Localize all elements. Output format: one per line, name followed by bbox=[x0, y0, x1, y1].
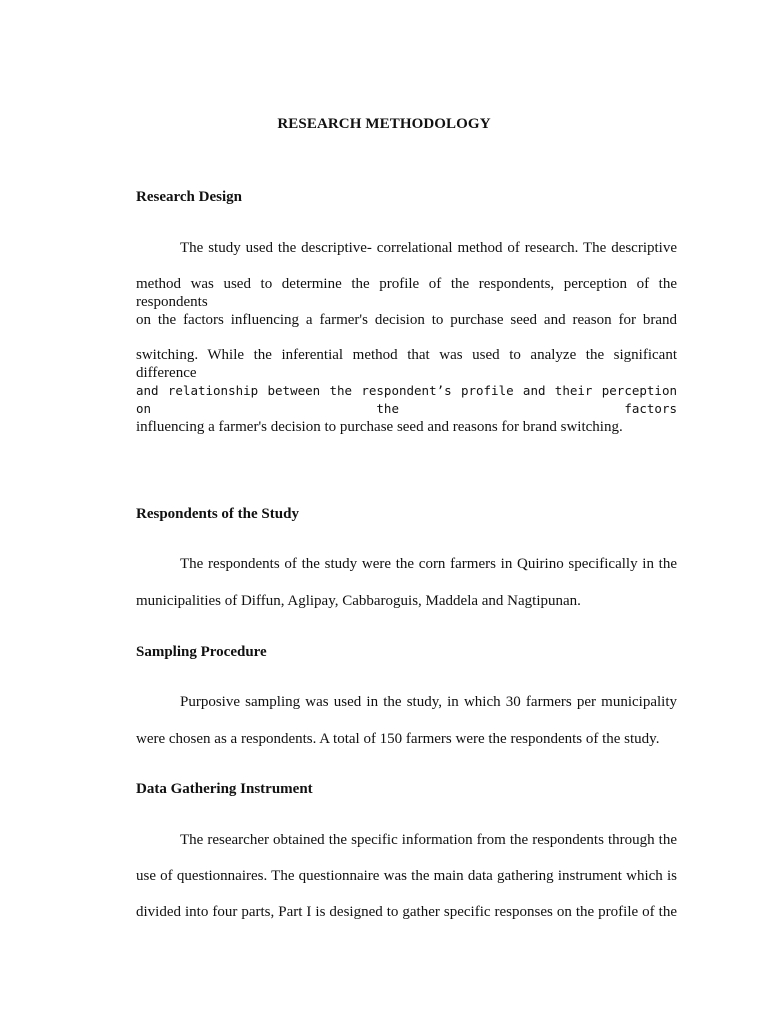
paragraph-line: and relationship between the respondent’s profile and their perception on the factors bbox=[136, 383, 677, 416]
paragraph-line: use of questionnaires. The questionnaire was the main data gathering instrument which is bbox=[136, 868, 677, 884]
page-title: RESEARCH METHODOLOGY bbox=[277, 116, 491, 132]
paragraph-line: switching. While the inferential method that was used to analyze the significant difference bbox=[136, 347, 677, 381]
section-heading-research-design: Research Design bbox=[136, 189, 242, 205]
section-heading-sampling-procedure: Sampling Procedure bbox=[136, 644, 267, 660]
paragraph-line: The study used the descriptive- correlational method of research. The descriptive bbox=[180, 240, 677, 256]
paragraph-line: were chosen as a respondents. A total of 150 farmers were the respondents of the study. bbox=[136, 731, 660, 747]
section-heading-respondents: Respondents of the Study bbox=[136, 506, 299, 522]
paragraph-line: influencing a farmer's decision to purchase seed and reasons for brand switching. bbox=[136, 419, 623, 435]
paragraph-line: The respondents of the study were the corn farmers in Quirino specifically in the bbox=[180, 556, 677, 572]
paragraph-line: divided into four parts, Part I is designed to gather specific responses on the profile of the bbox=[136, 904, 677, 920]
section-heading-data-gathering-instrument: Data Gathering Instrument bbox=[136, 781, 313, 797]
paragraph-line: on the factors influencing a farmer's decision to purchase seed and reason for brand bbox=[136, 312, 677, 328]
paragraph-line: The researcher obtained the specific information from the respondents through the bbox=[180, 832, 677, 848]
paragraph-line: municipalities of Diffun, Aglipay, Cabbaroguis, Maddela and Nagtipunan. bbox=[136, 593, 581, 609]
paragraph-line: method was used to determine the profile of the respondents, perception of the respondents bbox=[136, 276, 677, 310]
paragraph-line: Purposive sampling was used in the study, in which 30 farmers per municipality bbox=[180, 694, 677, 710]
